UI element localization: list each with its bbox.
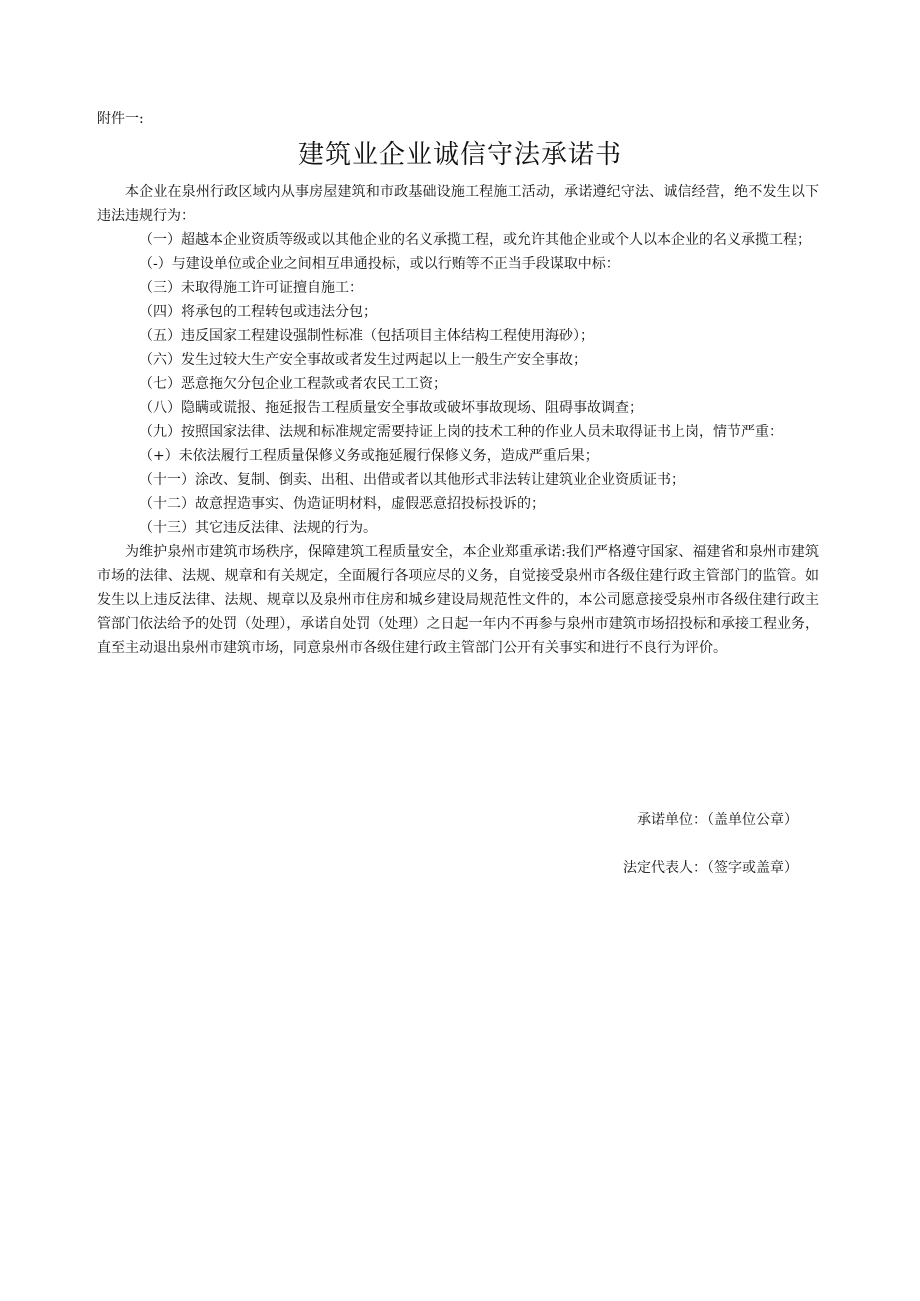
list-item: （七）恶意拖欠分包企业工程款或者农民工工资； [139,376,447,392]
list-item: （九）按照国家法律、法规和标准规定需要持证上岗的技术工种的作业人员未取得证书上岗，情节严重： [139,424,783,440]
list-item: （五）违反国家工程建设强制性标准（包括项目主体结构工程使用海砂）； [139,328,594,344]
list-item: （三）未取得施工许可证擅自施工： [139,280,363,296]
list-item: （十三）其它违反法律、法规的行为。 [139,520,377,536]
list-item: （四）将承包的工程转包或违法分包； [139,304,377,320]
signature-legal-representative: 法定代表人：（签字或盖章） [623,860,798,876]
list-item: （一）超越本企业资质等级或以其他企业的名义承揽工程，或允许其他企业或个人以本企业的名义承揽工程； [139,232,811,248]
list-item: （八）隐瞒或谎报、拖延报告工程质量安全事故或破坏事故现场、阻碍事故调查； [139,400,643,416]
list-item: （+）未依法履行工程质量保修义务或拖延履行保修义务，造成严重后果； [139,448,599,464]
signature-unit: 承诺单位：（盖单位公章） [637,812,798,828]
list-item: （十一）涂改、复制、倒卖、出租、出借或者以其他形式非法转让建筑业企业资质证书； [139,472,685,488]
intro-paragraph: 本企业在泉州行政区域内从事房屋建筑和市政基础设施工程施工活动，承诺遵纪守法、诚信经营，绝不发生以下违法违规行为： [97,184,819,224]
commitment-paragraph: 为维护泉州市建筑市场秩序，保障建筑工程质量安全，本企业郑重承诺:我们严格遵守国家、福建省和泉州市建筑市场的法律、法规、规章和有关规定，全面履行各项应尽的义务，自觉接受泉州市各级住建行政主管部门的监管。如发生以上违反法律、法规、规章以及泉州市住房和城乡建设局规范性文件的，本公司愿意接受泉州市各级住建行政主管部门依法给予的处罚（处理），承诺自处罚（处理）之日起一年内不再参与泉州市建筑市场招投标和承接工程业务，直至主动退出泉州市建筑市场，同意泉州市各级住建行政主管部门公开有关事实和进行不良行为评价。 [97,544,819,656]
list-item: （十二）故意捏造事实、伪造证明材料，虚假恶意招投标投诉的； [139,496,545,512]
document-title: 建筑业企业诚信守法承诺书 [297,140,622,170]
list-item: （六）发生过较大生产安全事故或者发生过两起以上一般生产安全事故； [139,352,587,368]
list-item: （-）与建设单位或企业之间相互串通投标，或以行贿等不正当手段谋取中标： [139,256,620,272]
document-body [97,180,819,660]
attachment-label: 附件一: [97,111,144,127]
